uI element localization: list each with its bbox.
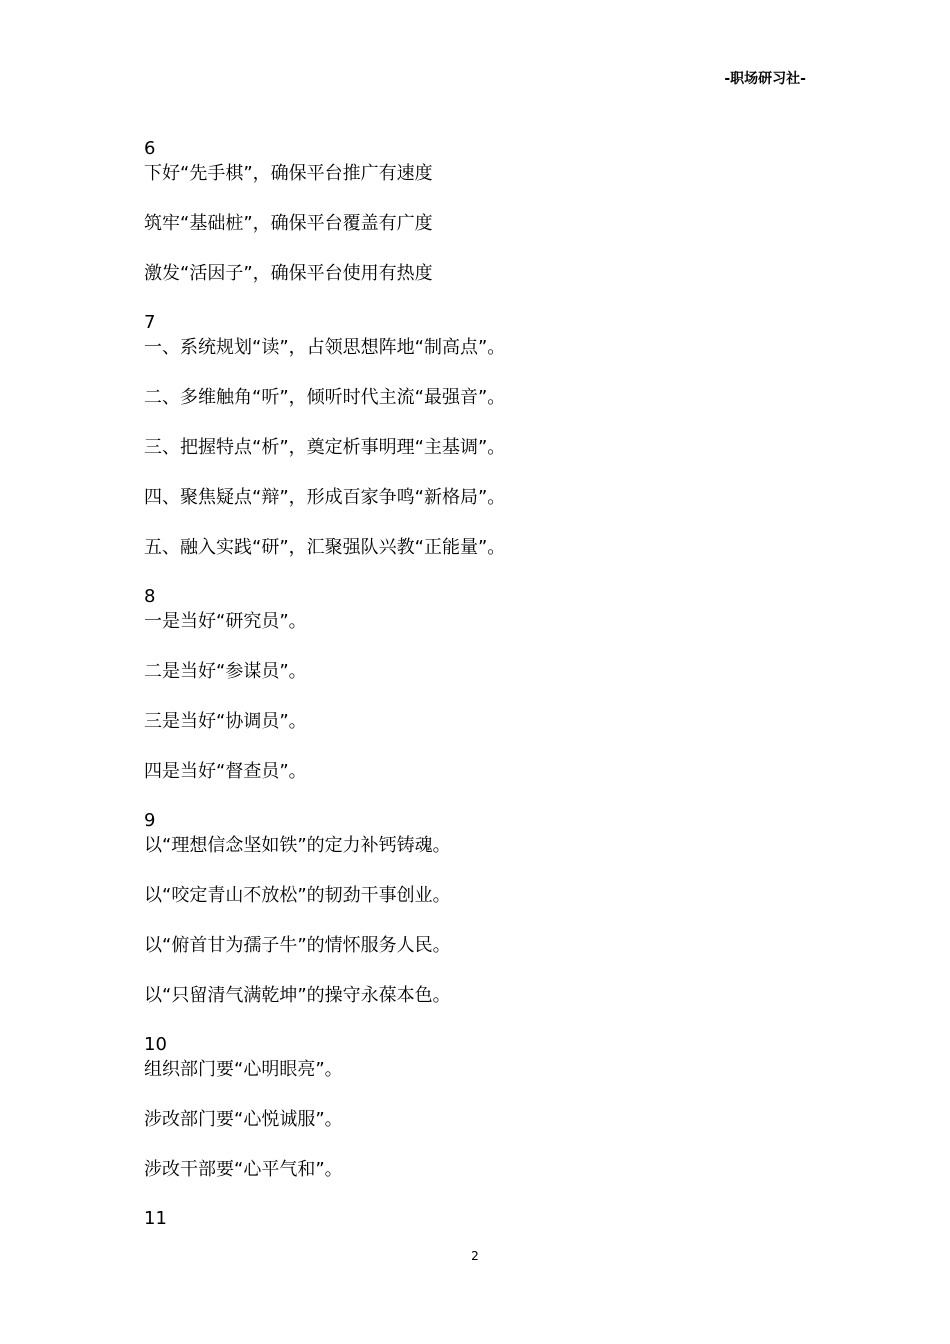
section-10 <box>144 1033 824 1183</box>
section-11 <box>144 1207 824 1231</box>
section-number: 10 <box>144 1034 167 1055</box>
paragraph: 组织部门要“心明眼亮”。 <box>144 1059 343 1080</box>
page-number: 2 <box>471 1249 479 1263</box>
paragraph: 以“咬定青山不放松”的韧劲干事创业。 <box>144 885 451 906</box>
paragraph: 涉改部门要“心悦诚服”。 <box>144 1109 343 1130</box>
paragraph: 三是当好“协调员”。 <box>144 711 307 732</box>
paragraph: 以“俯首甘为孺子牛”的情怀服务人民。 <box>144 935 451 956</box>
paragraph: 以“只留清气满乾坤”的操守永葆本色。 <box>144 985 451 1006</box>
paragraph: 下好“先手棋”，确保平台推广有速度 <box>144 163 433 184</box>
paragraph: 一、系统规划“读”，占领思想阵地“制高点”。 <box>144 337 506 358</box>
paragraph: 四是当好“督查员”。 <box>144 761 307 782</box>
paragraph: 四、聚焦疑点“辩”，形成百家争鸣“新格局”。 <box>144 487 506 508</box>
section-number: 11 <box>144 1208 167 1229</box>
paragraph: 一是当好“研究员”。 <box>144 611 307 632</box>
paragraph: 筑牢“基础桩”，确保平台覆盖有广度 <box>144 213 433 234</box>
paragraph: 二、多维触角“听”，倾听时代主流“最强音”。 <box>144 387 506 408</box>
paragraph: 五、融入实践“研”，汇聚强队兴教“正能量”。 <box>144 537 506 558</box>
section-number: 7 <box>144 312 156 333</box>
section-number: 9 <box>144 810 156 831</box>
paragraph: 三、把握特点“析”，奠定析事明理“主基调”。 <box>144 437 506 458</box>
page-header: -职场研习社- <box>724 71 806 87</box>
paragraph: 涉改干部要“心平气和”。 <box>144 1159 343 1180</box>
section-number: 8 <box>144 586 156 607</box>
section-6 <box>144 137 824 287</box>
section-9 <box>144 809 824 1009</box>
paragraph: 激发“活因子”，确保平台使用有热度 <box>144 263 433 284</box>
section-8 <box>144 585 824 785</box>
section-number: 6 <box>144 138 156 159</box>
paragraph: 二是当好“参谋员”。 <box>144 661 307 682</box>
paragraph: 以“理想信念坚如铁”的定力补钙铸魂。 <box>144 835 451 856</box>
section-7 <box>144 311 824 561</box>
document-body <box>144 137 824 1231</box>
